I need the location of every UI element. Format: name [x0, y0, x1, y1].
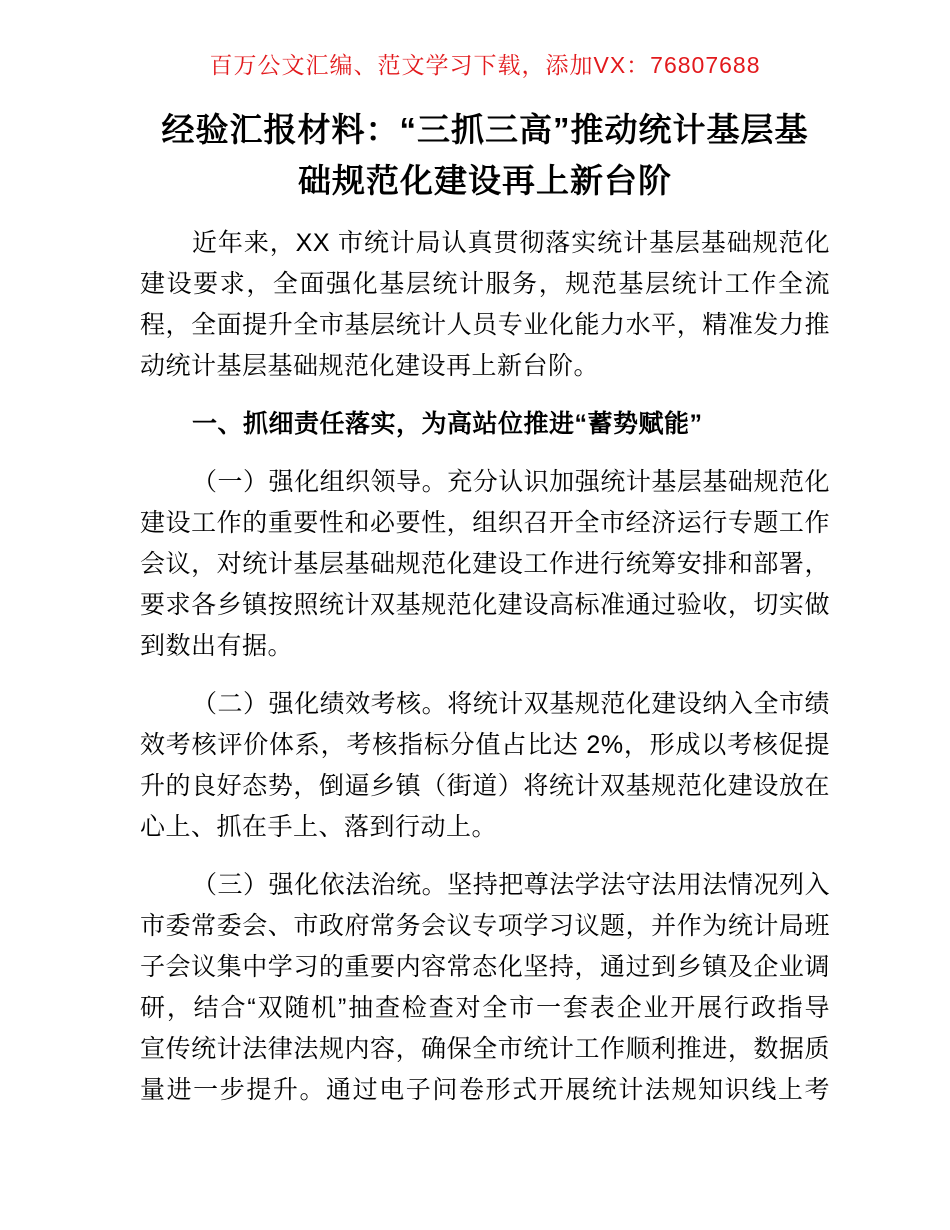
paragraph-line: 近年来，XX 市统计局认真贯彻落实统计基层基础规范化: [192, 229, 830, 257]
paragraph-line: 心上、抓在手上、落到行动上。: [140, 813, 498, 841]
paragraph-line: 建设工作的重要性和必要性，组织召开全市经济运行专题工作: [140, 509, 830, 537]
title-line: 经验汇报材料：“三抓三高”推动统计基层基: [161, 111, 809, 148]
paragraph: [140, 223, 830, 387]
paragraph: [140, 684, 830, 848]
paragraph-line: 程，全面提升全市基层统计人员专业化能力水平，精准发力推: [140, 311, 830, 339]
header-notice: 百万公文汇编、范文学习下载，添加VX：76807688: [209, 52, 761, 78]
section-heading: 一、抓细责任落实，为高站位推进“蓄势赋能”: [192, 410, 703, 438]
paragraph-line: 子会议集中学习的重要内容常态化坚持，通过到乡镇及企业调: [140, 953, 830, 981]
paragraph-line: 宣传统计法律法规内容，确保全市统计工作顺利推进，数据质: [140, 1035, 830, 1063]
paragraph-line: 动统计基层基础规范化建设再上新台阶。: [140, 352, 600, 380]
paragraph-line: 市委常委会、市政府常务会议专项学习议题，并作为统计局班: [140, 912, 830, 940]
paragraph: [140, 865, 830, 1111]
document-body: [140, 223, 830, 1111]
paragraph-line: 量进一步提升。通过电子问卷形式开展统计法规知识线上考: [140, 1076, 830, 1104]
paragraph: [140, 462, 830, 667]
paragraph-line: 会议，对统计基层基础规范化建设工作进行统筹安排和部署，: [140, 550, 830, 578]
paragraph-line: 到数出有据。: [140, 632, 294, 660]
paragraph-line: 研，结合“双随机”抽查检查对全市一套表企业开展行政指导: [140, 994, 830, 1022]
paragraph-line: （三）强化依法治统。坚持把尊法学法守法用法情况列入: [192, 871, 830, 899]
paragraph-line: 效考核评价体系，考核指标分值占比达 2%，形成以考核促提: [140, 731, 830, 759]
paragraph-line: 建设要求，全面强化基层统计服务，规范基层统计工作全流: [140, 270, 830, 298]
title-line: 础规范化建设再上新台阶: [298, 162, 672, 199]
paragraph-line: 要求各乡镇按照统计双基规范化建设高标准通过验收，切实做: [140, 591, 830, 619]
paragraph-line: 升的良好态势，倒逼乡镇（街道）将统计双基规范化建设放在: [140, 772, 830, 800]
paragraph-line: （二）强化绩效考核。将统计双基规范化建设纳入全市绩: [192, 690, 830, 718]
document-title: [140, 104, 830, 206]
paragraph-line: （一）强化组织领导。充分认识加强统计基层基础规范化: [192, 468, 830, 496]
